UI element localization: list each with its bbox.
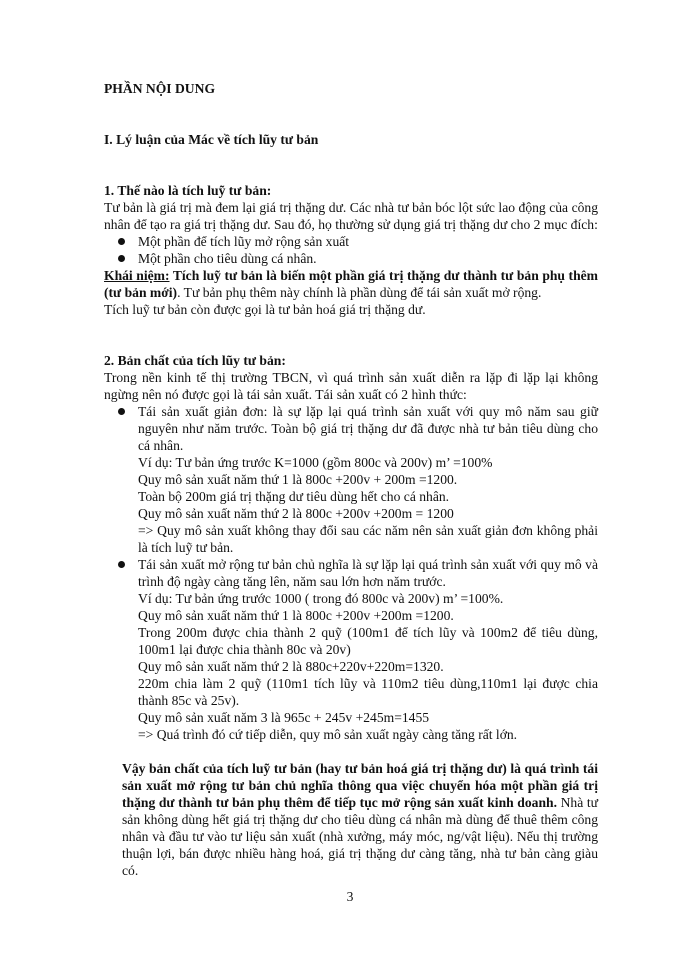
summary-rest: Nhà tư sản không dùng hết giá trị thặng dư cho tiêu dùng cá nhân mà dùng để thuê thêm công nhân và đầu tư vào tư liệu sản xuất (nhà xưởng, máy móc, ng/vật liệu). Nếu thị trường thuận lợi, bán được nhiều hàng hoá, giá trị thặng dư càng tăng, nhà tư bản càng giàu có. (122, 795, 598, 878)
extended-example-line: Trong 200m được chia thành 2 quỹ (100m1 để tích lũy và 100m2 để tiêu dùng, 100m1 lại được chia thành 80c và 20v) (138, 625, 598, 657)
extended-example-line: 220m chia làm 2 quỹ (110m1 tích lũy và 110m2 tiêu dùng,110m1 lại được chia thành 85c và 25v). (138, 676, 598, 708)
summary-bold: Vậy bản chất của tích luỹ tư bản (hay tư bản hoá giá trị thặng dư) là quá trình tái sản xuất mở rộng tư bản chủ nghĩa thông qua việc chuyển hóa một phần giá trị thặng dư thành tư bản phụ thêm để tiếp tục mở rộng sản xuất kinh doanh. (122, 761, 598, 810)
concept-paragraph (104, 267, 598, 301)
s1-paragraph: Tư bản là giá trị mà đem lại giá trị thặng dư. Các nhà tư bản bóc lột sức lao động của công nhân để tạo ra giá trị thặng dư. Sau đó, họ thường sử dụng giá trị thặng dư cho 2 mục đích: (104, 200, 598, 232)
extended-example-line: Quy mô sản xuất năm thứ 1 là 800c +200v +200m =1200. (138, 608, 454, 623)
simple-example-line: Ví dụ: Tư bản ứng trước K=1000 (gồm 800c và 200v) m’ =100% (138, 455, 493, 470)
extended-example-line: Quy mô sản xuất năm thứ 2 là 880c+220v+220m=1320. (138, 659, 444, 674)
summary-paragraph (104, 760, 598, 879)
simple-conclusion: => Quy mô sản xuất không thay đổi sau các năm nên sản xuất giản đơn không phải là tích luỹ tư bản. (138, 523, 598, 555)
page-content (104, 80, 598, 879)
part-title: PHẦN NỘI DUNG (104, 81, 216, 96)
simple-reproduction-text: Tái sản xuất giản đơn: là sự lặp lại quá trình sản xuất với quy mô năm sau giữ nguyên như năm trước. Toàn bộ giá trị thặng dư đã được nhà tư bản tiêu dùng cho cá nhân. (138, 404, 598, 453)
extended-example-line: Quy mô sản xuất năm 3 là 965c + 245v +245m=1455 (138, 710, 430, 725)
s2-intro: Trong nền kinh tế thị trường TBCN, vì quá trình sản xuất diễn ra lặp đi lặp lại không ngừng nên nó được gọi là tái sản xuất. Tái sản xuất có 2 hình thức: (104, 370, 598, 402)
s1-bullet-1: Một phần để tích lũy mở rộng sản xuất (104, 233, 598, 250)
concept-label: Khái niệm: (104, 268, 170, 283)
s1-note: Tích luỹ tư bản còn được gọi là tư bản hoá giá trị thặng dư. (104, 302, 426, 317)
simple-example-line: Toàn bộ 200m giá trị thặng dư tiêu dùng hết cho cá nhân. (138, 489, 450, 504)
s2-bullet-list (104, 403, 598, 743)
concept-rest: . Tư bản phụ thêm này chính là phần dùng để tái sản xuất mở rộng. (177, 285, 542, 300)
extended-example-line: Ví dụ: Tư bản ứng trước 1000 ( trong đó 800c và 200v) m’ =100%. (138, 591, 504, 606)
s2-heading: 2. Bản chất của tích lũy tư bản: (104, 353, 286, 368)
s1-bullet-2: Một phần cho tiêu dùng cá nhân. (104, 250, 598, 267)
page-number: 3 (346, 889, 354, 904)
extended-reproduction-bullet (104, 556, 598, 743)
s1-heading: 1. Thế nào là tích luỹ tư bản: (104, 183, 272, 198)
extended-conclusion: => Quá trình đó cứ tiếp diễn, quy mô sản xuất ngày càng tăng rất lớn. (138, 727, 518, 742)
s1-bullet-list (104, 233, 598, 267)
section-title: I. Lý luận của Mác về tích lũy tư bản (104, 132, 319, 147)
concept-definition: Tích luỹ tư bản là biến một phần giá trị thặng dư thành tư bản phụ thêm (tư bản mới) (104, 268, 599, 300)
simple-example-line: Quy mô sản xuất năm thứ 1 là 800c +200v + 200m =1200. (138, 472, 458, 487)
simple-example-line: Quy mô sản xuất năm thứ 2 là 800c +200v +200m = 1200 (138, 506, 454, 521)
extended-reproduction-text: Tái sản xuất mở rộng tư bản chủ nghĩa là sự lặp lại quá trình sản xuất với quy mô và trình độ ngày càng tăng lên, năm sau lớn hơn năm trước. (138, 557, 598, 589)
simple-reproduction-bullet (104, 403, 598, 556)
